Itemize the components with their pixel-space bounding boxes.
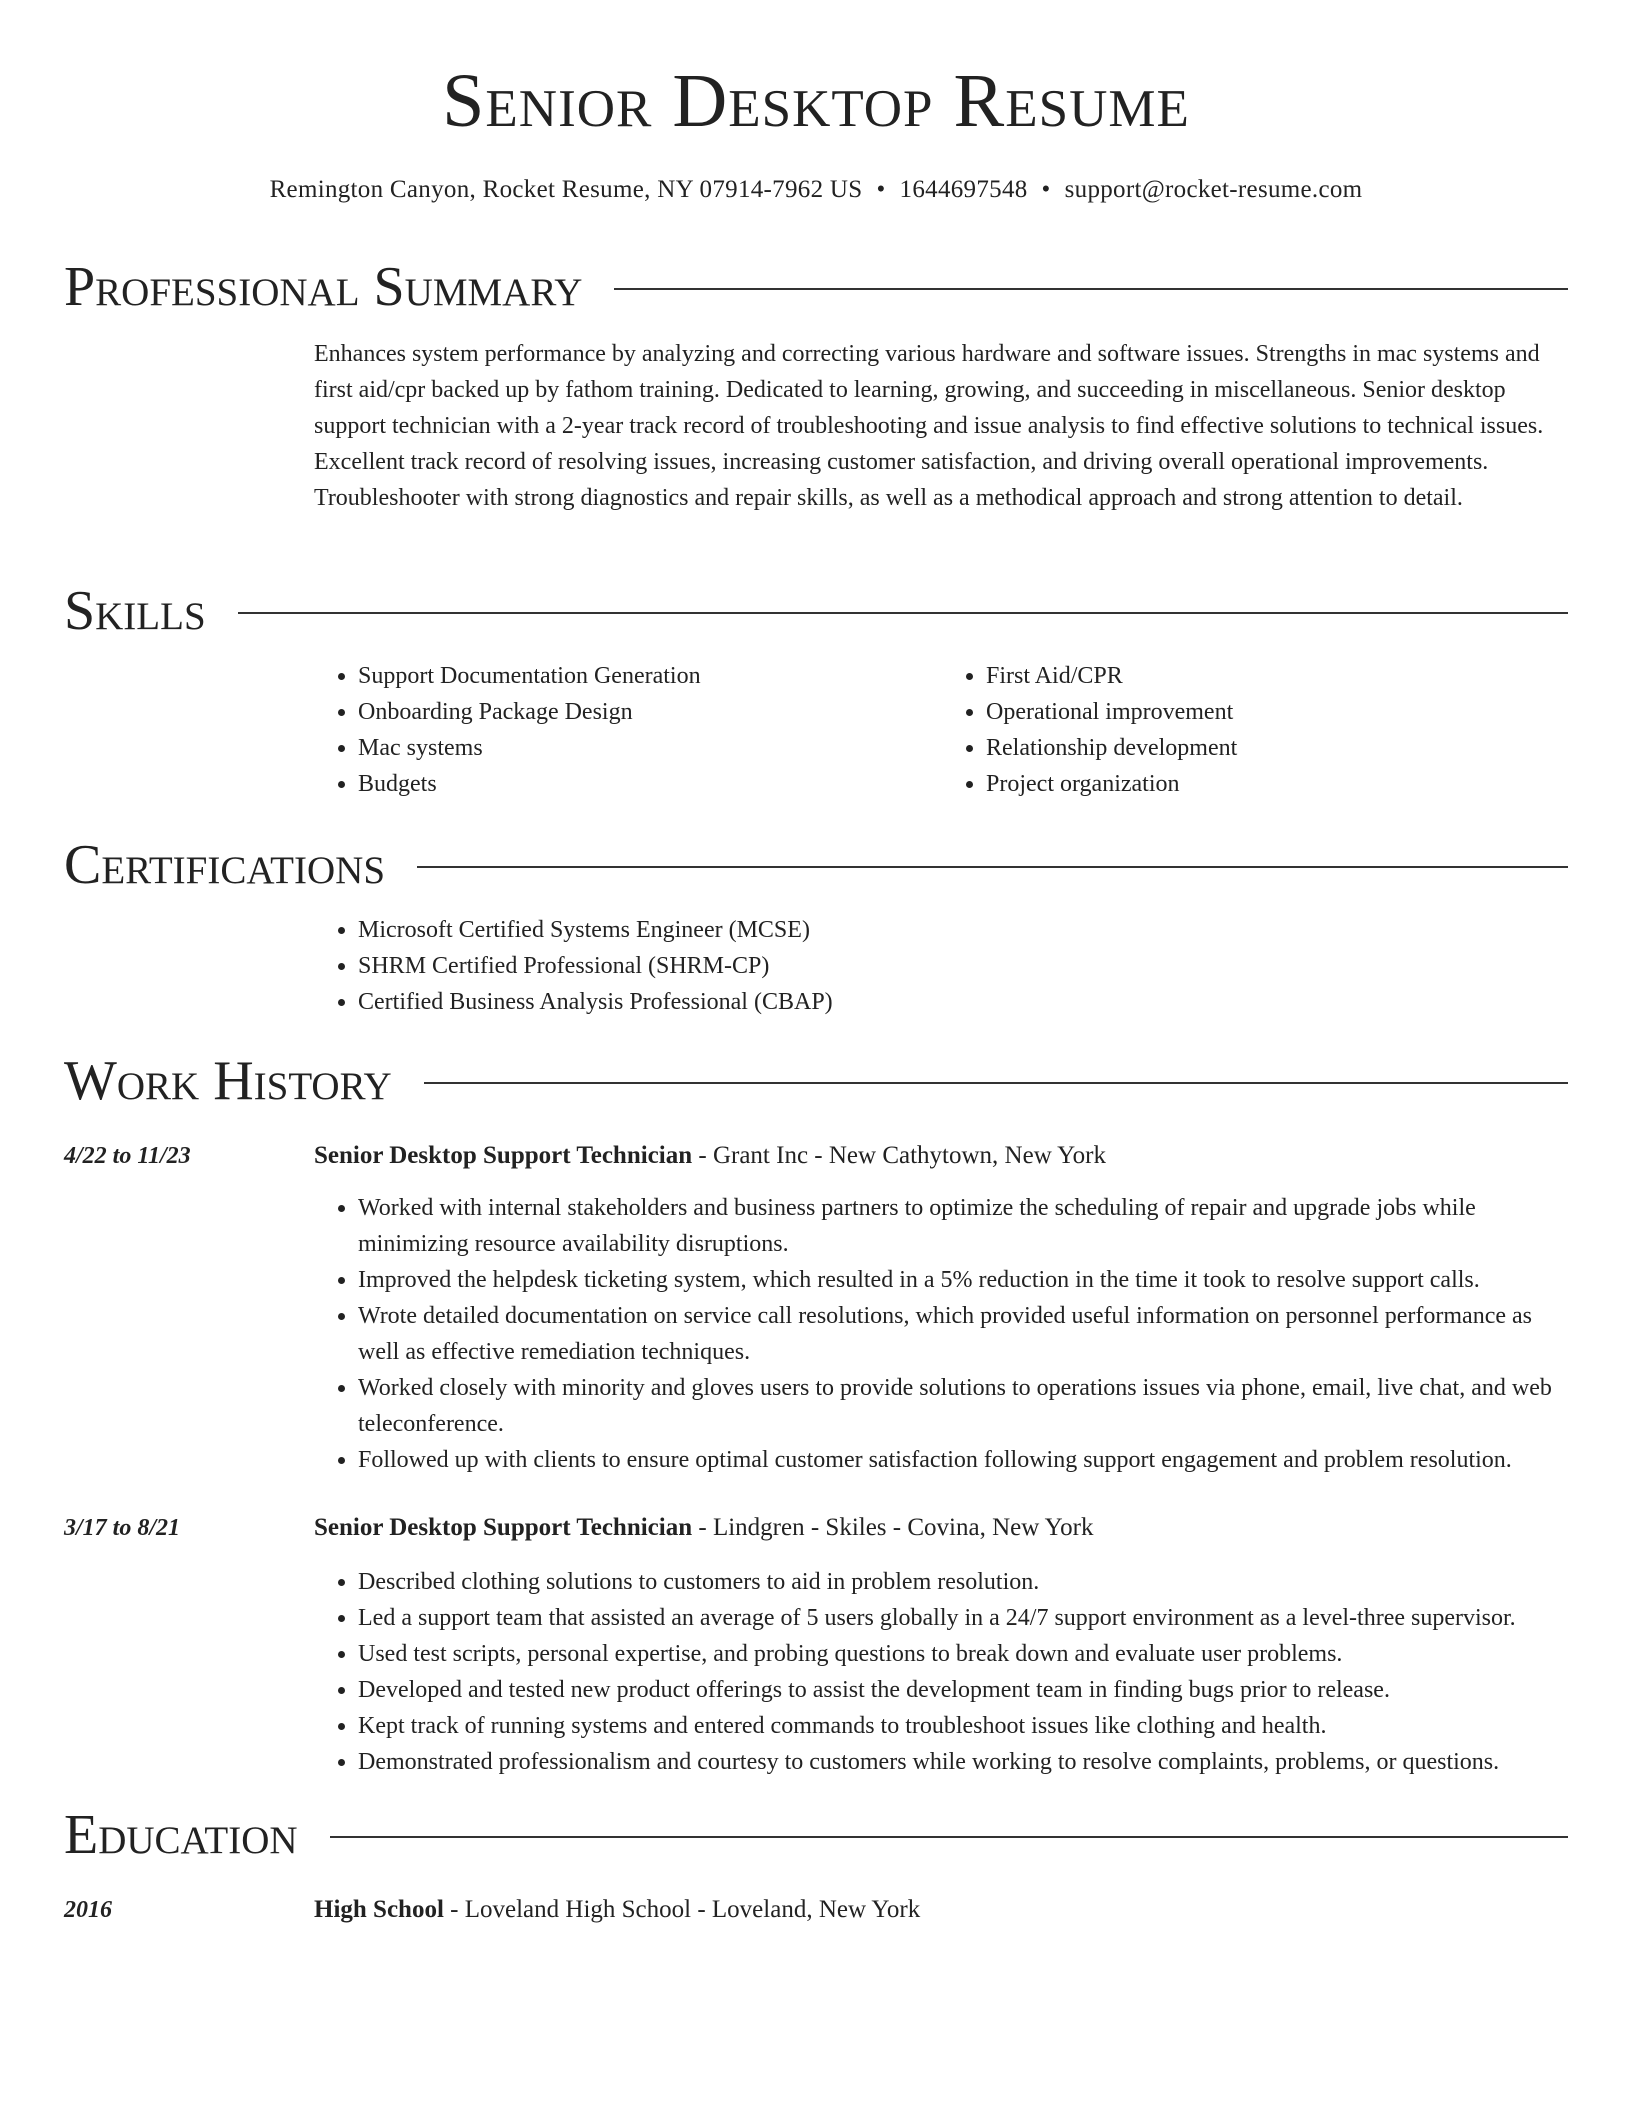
skill-item: • Support Documentation Generation <box>358 658 942 694</box>
job-heading <box>314 1510 1570 1546</box>
contact-separator: • <box>1041 176 1051 203</box>
job-title: Senior Desktop Support Technician <box>314 1142 693 1169</box>
skill-item: • Project organization <box>986 766 1570 802</box>
skills-heading: Skills <box>64 580 206 642</box>
skill-item: • Operational improvement <box>986 694 1570 730</box>
skill-item: • Mac systems <box>358 730 942 766</box>
certification-item: • SHRM Certified Professional (SHRM-CP) <box>358 948 1570 984</box>
skill-item: • Onboarding Package Design <box>358 694 942 730</box>
job-employer: - Grant Inc - New Cathytown, New York <box>692 1142 1106 1169</box>
certifications-list <box>314 912 1570 1020</box>
summary-heading: Professional Summary <box>64 256 583 318</box>
job-dates: 3/17 to 8/21 <box>64 1515 181 1541</box>
job-employer: - Lindgren - Skiles - Covina, New York <box>692 1514 1094 1541</box>
job-bullet: • Followed up with clients to ensure optimal customer satisfaction following support engagement and problem resolution. <box>358 1442 1570 1478</box>
certifications-section-header <box>64 830 1568 900</box>
certifications-heading: Certifications <box>64 834 386 896</box>
section-divider <box>330 1836 1568 1838</box>
skills-section-header <box>64 576 1568 646</box>
job-bullet: • Developed and tested new product offerings to assist the development team in finding bugs prior to release. <box>358 1672 1570 1708</box>
education-year: 2016 <box>64 1897 112 1923</box>
section-divider <box>238 612 1568 614</box>
job-bullet: • Used test scripts, personal expertise, and probing questions to break down and evaluate user problems. <box>358 1636 1570 1672</box>
work-section-header <box>64 1046 1568 1116</box>
section-divider <box>424 1082 1568 1084</box>
skill-item: • Relationship development <box>986 730 1570 766</box>
summary-section-header <box>64 252 1568 322</box>
skills-column-right <box>942 658 1570 802</box>
contact-address: Remington Canyon, Rocket Resume, NY 07914-7962 US <box>269 176 863 203</box>
skills-list <box>314 658 1570 802</box>
contact-line <box>0 173 1632 207</box>
contact-separator: • <box>876 176 886 203</box>
section-divider <box>417 866 1568 868</box>
education-heading: Education <box>64 1804 298 1866</box>
skill-item: • Budgets <box>358 766 942 802</box>
job-bullet: • Worked with internal stakeholders and business partners to optimize the scheduling of repair and upgrade jobs while minimizing resource availability disruptions. <box>358 1190 1570 1262</box>
contact-email: support@rocket-resume.com <box>1064 176 1363 203</box>
certification-item: • Certified Business Analysis Professional (CBAP) <box>358 984 1570 1020</box>
education-section-header <box>64 1800 1568 1870</box>
skill-item: • First Aid/CPR <box>986 658 1570 694</box>
skills-column-left <box>314 658 942 802</box>
section-divider <box>614 288 1568 290</box>
job-bullet: • Described clothing solutions to customers to aid in problem resolution. <box>358 1564 1570 1600</box>
job-bullets <box>314 1564 1570 1780</box>
work-heading: Work History <box>64 1050 392 1112</box>
job-bullet: • Worked closely with minority and gloves users to provide solutions to operations issues via phone, email, live chat, and web teleconference. <box>358 1370 1570 1442</box>
job-bullet: • Wrote detailed documentation on service call resolutions, which provided useful information on personnel performance as well as effective remediation techniques. <box>358 1298 1570 1370</box>
job-bullet: • Led a support team that assisted an average of 5 users globally in a 24/7 support environment as a level-three supervisor. <box>358 1600 1570 1636</box>
job-heading <box>314 1138 1570 1174</box>
certification-item: • Microsoft Certified Systems Engineer (MCSE) <box>358 912 1570 948</box>
resume-title: Senior Desktop Resume <box>442 59 1190 143</box>
education-degree: High School <box>314 1896 444 1923</box>
job-bullet: • Kept track of running systems and entered commands to troubleshoot issues like clothing and health. <box>358 1708 1570 1744</box>
summary-text: Enhances system performance by analyzing and correcting various hardware and software issues. Strengths in mac systems and first aid/cpr backed up by fathom training. Dedicated to learning, growing, and succeeding in miscellaneous. Senior desktop support technician with a 2-year track record of troubleshooting and issue analysis to find effective solutions to technical issues. Excellent track record of resolving issues, increasing customer satisfaction, and driving overall operational improvements. Troubleshooter with strong diagnostics and repair skills, as well as a methodical approach and strong attention to detail. <box>314 341 1544 511</box>
job-bullet: • Demonstrated professionalism and courtesy to customers while working to resolve complaints, problems, or questions. <box>358 1744 1570 1780</box>
job-dates: 4/22 to 11/23 <box>64 1143 191 1169</box>
job-title: Senior Desktop Support Technician <box>314 1514 693 1541</box>
contact-phone: 1644697548 <box>899 176 1028 203</box>
education-school: - Loveland High School - Loveland, New York <box>443 1896 921 1923</box>
job-bullets <box>314 1190 1570 1478</box>
job-bullet: • Improved the helpdesk ticketing system, which resulted in a 5% reduction in the time it took to resolve support calls. <box>358 1262 1570 1298</box>
education-entry <box>314 1892 1570 1928</box>
